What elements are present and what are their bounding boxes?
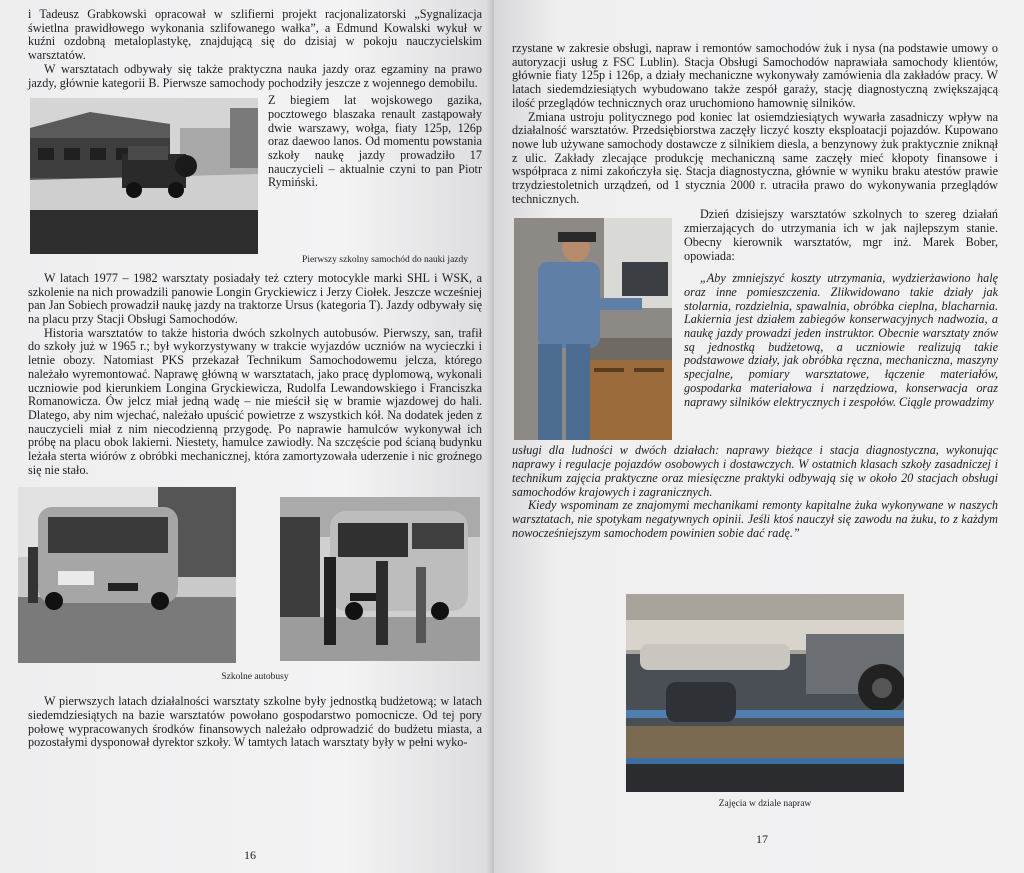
beside-photo-text: Dzień dzisiejszy warsztatów szkolnych to szereg działań zmierzających do utrzymania ich w jak najlepszym stanie. Obecny kierownik warsztatów, mgr inż. Marek Bober, opowiada: xyxy=(684,208,998,263)
quote-part-2: usługi dla ludności w dwóch działach: naprawy bieżące i stacja diagnostyczna, wykonując naprawy i regulacje pojazdów osobowych i dostawczych. W ostatnich klasach szkoły zasadniczej i technikum zajęcia praktyczne oraz miesięczne praktyki odbywają się w około 20 stacjach obsługi samochodów krajowych i zagranicznych. xyxy=(512,443,998,499)
quote-part-3: Kiedy wspominam ze znajomymi mechanikami remonty kapitalne żuka wykonywane w naszych warsztatach, nie spotykam negatywnych opinii. Jeśli ktoś nauczył się zawodu na żuku, to z każdym nowocześniejszym samochodem powinien sobie dać radę.” xyxy=(512,498,998,540)
right-paragraph-2: Zmiana ustroju politycznego pod koniec lat osiemdziesiątych wywarła zasadniczy wpływ na działalność warsztatów. Przedsiębiorstwa zaczęły liczyć koszty eksploatacji pojazdów. Kupowano nowe lub używane samochody dostawcze z silnikiem diesla, a benzynowy żuk praktycznie zniknął z ulic. Zakłady zlecające produkcję mechaniczną same zaczęły mieć kłopoty finansowe i współpraca z nimi zakończyła się. Stacja diagnostyczna, głównie w wyniku braku atestów prawie trzydziestoletnich urządzeń, od 1 stycznia 2000 r. utraciła prawo do wykonywania przeglądów technicznych. xyxy=(512,109,998,206)
left-paragraph-4: Historia warsztatów to także historia dwóch szkolnych autobusów. Pierwszy, san, trafił do szkoły już w 1965 r.; był wykorzystywany w trakcie wyjazdów uczniów na wycieczki i letnie obozy. Natomiast PKS przekazał Technikum Samochodowemu jelcza, którego należało wyremontować. Naprawę główną w warsztatach, jako pracę dyplomową, wykonali uczniowie pod kierunkiem Longina Gryckiewicza, Rudolfa Lewandowskiego i Franciszka Romanowicza. Ów jelcz miał jedną wadę – nie mieścił się w bramie wjazdowej do hali. Dlatego, aby nim wjechać, należało upuścić powietrze z wszystkich kół. Na dodatek jeden z nauczycieli miał z nim niecodzienną przygodę. Po naprawie hamulców wykonywał ich próbę na placu obok lakierni. Niestety, hamulce zawiodły. Na szczęście pod ścianą budynku leżała sterta wiórów z obróbki mechanicznej, która zamortyzowała uderzenie i nic groźnego się nie stało. xyxy=(28,325,482,477)
caption-buses: Szkolne autobusy xyxy=(221,672,289,683)
left-paragraph-3: W latach 1977 – 1982 warsztaty posiadały też cztery motocykle marki SHL i WSK, a szkolenie na nich prowadzili panowie Longin Gryckiewicz i Jerzy Ciołek. Jeszcze wcześniej pan Jan Sobiech prowadził naukę jazdy na traktorze Ursus (kategoria T). Jazdy odbywały się na placu przy Stacji Obsługi Samochodów. xyxy=(28,270,482,327)
right-page xyxy=(494,0,1024,873)
quote-part-1: „Aby zmniejszyć koszty utrzymania, wydzierżawiono halę oraz inne pomieszczenia. Zlikwidowano takie działy jak stolarnia, rozdzielnia, spawalnia, obróbka cieplna, blacharnia. Lakiernia jest działem zabiegów konserwacyjnych nadwozia, a naukę jazdy prowadzi jeden instruktor. Obecnie warsztaty znów są jednostką budżetową, a uczniowie realizują takie podstawowe działy, jak obróbka ręczna, mechaniczna, maszyny specjalne, pomiary warsztatowe, łączenie materiałów, gospodarka materiałowa i narzędziowa, konserwacja oraz naprawy silników elektrycznych i zespołów. Ciągle prowadzimy xyxy=(684,271,998,409)
left-paragraph-2: W warsztatach odbywały się także praktyczna nauka jazdy oraz egzaminy na prawo jazdy, głównie kategorii B. Pierwsze samochody pochodziły jeszcze z wojennego demobilu. xyxy=(28,61,482,90)
page-number-left: 16 xyxy=(244,848,256,862)
photo-first-car xyxy=(30,98,258,254)
page-number-right: 17 xyxy=(756,832,768,846)
caption-first-car: Pierwszy szkolny samochód do nauki jazdy xyxy=(302,255,468,266)
photo-bus-jelcz xyxy=(280,497,480,661)
photo-bus-san xyxy=(18,487,236,663)
left-page xyxy=(0,0,494,873)
left-paragraph-5: W pierwszych latach działalności warsztaty szkolne były jednostką budżetową; w latach siedemdziesiątych na bazie warsztatów powołano gospodarstwo pomocnicze. Od tej pory połowę wypracowanych środków finansowych należało odprowadzić do budżetu miasta, a pozostałymi dysponował dyrektor szkoły. W tamtych latach warsztaty były w pełni wyko- xyxy=(28,694,482,750)
caption-repair: Zajęcia w dziale napraw xyxy=(718,799,812,809)
right-paragraph-1: rzystane w zakresie obsługi, napraw i remontów samochodów żuk i nysa (na podstawie umowy o autoryzacji usług z FSC Lublin). Stacja Obsługi Samochodów naprawiała samochody klientów, głównie fiaty 125p i 126p, a działy mechaniczne wykonywały zamówienia dla zakładów pracy. W latach siedemdziesiątych wybudowano także zespół garaży, stację diagnostyczną zwiększającą ilość przeglądów technicznych oraz uruchomiono hamownię silników. xyxy=(512,41,998,110)
left-paragraph-1: i Tadeusz Grabkowski opracował w szlifierni projekt racjonalizatorski „Sygnalizacja świetlna prawidłowego wykonania szlifowanego wałka”, a Edmund Kowalski wykuł w kuźni ozdobną metaloplastykę, znajdującą się do dzisiaj w pokoju nauczycielskim warsztatów. xyxy=(28,7,482,63)
photo-repair-workshop xyxy=(626,594,904,792)
beside-photo1-text: Z biegiem lat wojskowego gazika, pocztowego blaszaka renault zastąpowały dwie warszawy, wołga, fiaty 125p, 126p oraz daewoo lanos. Od momentu powstania szkoły naukę jazdy prowadziło 17 nauczycieli – aktualnie czyni to pan Piotr Rymiński. xyxy=(268,94,482,190)
photo-mechanic xyxy=(514,218,672,440)
